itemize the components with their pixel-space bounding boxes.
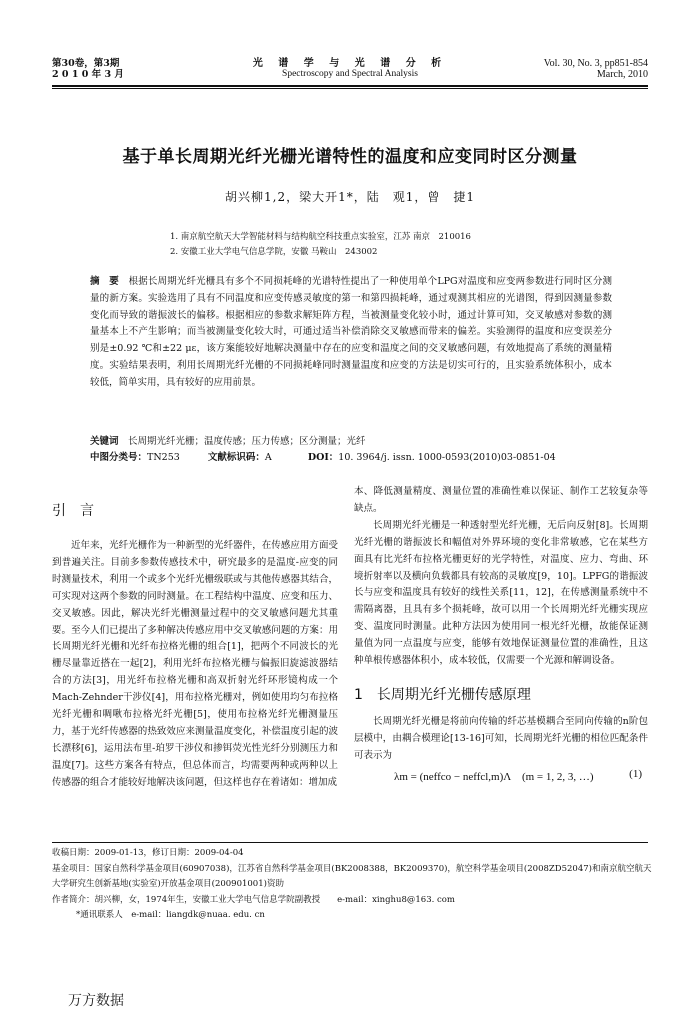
intro-continuation: 本、降低测量精度、测量位置的准确性难以保证、制作工艺较复杂等缺点。	[354, 486, 648, 514]
doc-code-label: 文献标识码：	[207, 452, 265, 463]
keywords-label: 关键词	[90, 436, 119, 447]
affiliation-2: 2. 安徽工业大学电气信息学院，安徽 马鞍山 243002	[170, 247, 378, 257]
journal-name-zh: 光 谱 学 与 光 谱 分 析	[252, 58, 448, 69]
clc-value: TN253	[147, 452, 180, 463]
affiliation-1: 1. 南京航空航天大学智能材料与结构航空科技重点实验室，江苏 南京 210016	[170, 232, 471, 242]
header-center	[200, 58, 500, 80]
abstract-label: 摘 要	[90, 276, 119, 287]
journal-name-en: Spectroscopy and Spectral Analysis	[282, 69, 418, 79]
volume-en: Vol. 30, No. 3, pp851-854	[543, 58, 648, 69]
date-zh: 2 0 1 0 年 3 月	[52, 69, 124, 80]
doi-label: DOI：	[307, 452, 339, 463]
header-rule-thin	[52, 88, 648, 89]
abstract	[90, 274, 612, 392]
volume-zh: 第30卷，第3期	[52, 58, 120, 69]
footnote-funding: 基金项目：国家自然科学基金项目(60907038)，江苏省自然科学基金项目(BK2008388，BK2009370)，航空科学基金项目(2008ZD52047)和南京航空航天大学研究生创新基地(实验室)开放基金项目(200901001)资助	[52, 863, 652, 889]
abstract-text: 根据长周期光纤光栅具有多个不同损耗峰的光谱特性提出了一种使用单个LPG对温度和应变两参数进行同时区分测量的新方案。实验选用了具有不同温度和应变传感灵敏度的第一和第四损耗峰，通过观测其相应的光谱图，得到因测量参数变化而导致的谐振波长的偏移。根据相应的参数求解矩阵方程，当被测量变化较小时，通过计算可知，交叉敏感对参数的测量基本上不产生影响；而当被测量变化较大时，可通过适当补偿消除交叉敏感而带来的偏差。实验测得的温度和应变误差分别是±0.92 ℃和±22 με，该方案能较好地解决测量中存在的应变和温度之间的交叉敏感问题，有效地提高了系统的测量精度。实验结果表明，利用长周期光纤光栅的不同损耗峰同时测量温度和应变的方法是切实可行的，且实验系统体积小，成本较低，简单实用，具有较好的应用前景。	[90, 276, 612, 388]
classification-line	[90, 450, 630, 466]
clc-label: 中图分类号：	[90, 452, 148, 463]
intro-paragraph: 近年来，光纤光栅作为一种新型的光纤器件，在传感应用方面受到普遍关注。目前多参数传感技术中，研究最多的是温度-应变的同时测量技术，利用一个或多个光纤光栅级联或与其他传感器其结合，可实现对这两个参数的同时测量。在工程结构中温度、应变和压力、交叉敏感。因此，解决光纤光栅测量过程中的交叉敏感问题尤其重要。至今人们已提出了多种解决传感应用中交叉敏感问题的方案：用长周期光纤光栅和光纤布拉格光栅的组合[1]，把两个不同波长的光栅尽量靠近搭在一起[2]，利用光纤布拉格光栅与偏振旧旋滤波器结合的方法[3]，用光纤布拉格光栅和高双折射光纤环形镜构成一个Mach-Zehnder干涉仪[4]，用布拉格光栅对，例如使用均匀布拉格光纤光栅和啁啾布拉格光纤光栅[5]，使用布拉格光纤光栅测量压力，基于光纤传感器的热致效应来测量温度变化，补偿温度引起的波长漂移[6]，运用法布里-珀罗干涉仪和掺铒荧光性光纤分别测压力和温度[7]。这些方案各有特点，但总体而言，均需要两种或两种以上传感器的组合才能较好地解决该问题，但这样也存在着诸如：增加成	[52, 540, 338, 788]
doc-code-value: A	[264, 452, 272, 463]
keywords-block	[90, 434, 630, 466]
intro-heading: 引 言	[52, 503, 94, 519]
equation-text: λm = (neffco − neffcl,m)Λ (m = 1, 2, 3, …)	[394, 770, 594, 783]
right-column	[354, 484, 648, 785]
author-list: 胡兴柳1,2，梁大开1*，陆 观1，曾 捷1	[225, 190, 475, 204]
header-left	[52, 58, 124, 80]
paper-title: 基于单长周期光纤光栅光谱特性的温度和应变同时区分测量	[122, 147, 578, 167]
footnote-received: 收稿日期：2009-01-13，修订日期：2009-04-04	[52, 848, 244, 858]
affiliations	[170, 230, 471, 260]
footnotes	[52, 846, 652, 924]
header-right	[544, 58, 648, 80]
footnote-author-bio: 作者简介：胡兴柳，女，1974年生，安徽工业大学电气信息学院副教授 e-mail：xinghu8@163. com	[52, 894, 455, 905]
header-rule	[52, 85, 648, 87]
equation-1	[354, 767, 648, 785]
left-column	[52, 500, 338, 792]
equation-number: (1)	[629, 767, 642, 780]
footnote-rule	[52, 842, 648, 843]
date-en: March, 2010	[596, 69, 648, 80]
doi-value: 10. 3964/j. issn. 1000-0593(2010)03-0851-04	[338, 452, 556, 463]
section-1-paragraph: 长周期光纤光栅是将前向传输的纤芯基模耦合至同向传输的n阶包层模中，由耦合模理论[13-16]可知，长周期光纤光栅的相位匹配条件可表示为	[354, 715, 648, 761]
intro-paragraph-2: 长周期光纤光栅是一种透射型光纤光栅，无后向反射[8]。长周期光纤光栅的谐振波长和幅值对外界环境的变化非常敏感，它在某些方面具有比光纤布拉格光栅更好的光学特性，对温度、应力、弯曲、环境折射率以及横向负载都具有较高的灵敏度[9，10]。LPFG的谐振波长与应变和温度具有较好的线性关系[11，12]，在传感测量系统中不需隔离器，且具有多个损耗峰，故可以用一个长周期光纤光栅实现应变、温度同时测量。此种方法因为使用同一根光纤光栅，故能保证测量值为同一点温度与应变，能够有效地保证测量位置的准确性，且这种单根传感器体积小，成本较低，仅需要一个光源和解调设备。	[354, 519, 648, 667]
section-1-heading: 1 长周期光纤光栅传感原理	[354, 686, 531, 703]
keywords-text: 长周期光纤光栅；温度传感；压力传感；区分测量；光纤	[128, 436, 366, 447]
footnote-corresponding: *通讯联系人 e-mail：liangdk@nuaa. edu. cn	[76, 910, 265, 920]
keywords-line	[90, 434, 630, 450]
watermark-text: 万方数据	[68, 993, 124, 1009]
